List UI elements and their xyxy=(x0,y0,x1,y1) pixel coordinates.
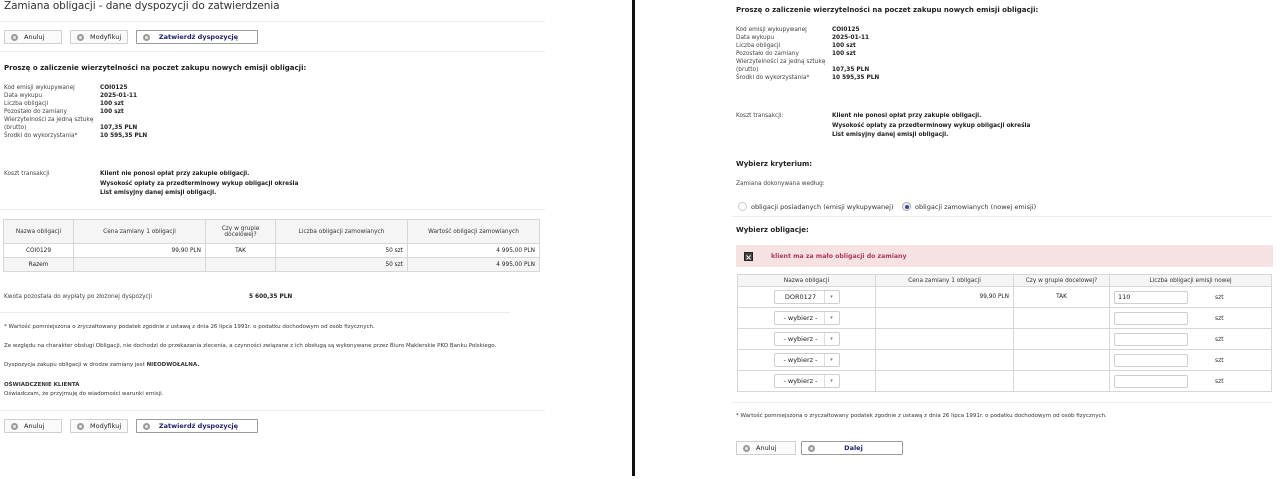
confirm-icon xyxy=(143,423,150,430)
bond-select[interactable]: - wybierz - ▾ xyxy=(774,332,840,346)
bottom-button-row xyxy=(736,441,903,455)
bond-select[interactable]: - wybierz - ▾ xyxy=(774,374,840,388)
next-icon xyxy=(808,445,815,452)
error-icon: × xyxy=(745,252,752,262)
service-note: Ze względu na charakter obsługi Obligacji, nie dochodzi do przekazania zlecenia, a czynności związane z ich obsługą są wykonywane przez Biuro Maklerskie PKO Banku Polskiego. xyxy=(4,343,497,349)
modify-button[interactable]: Modyfikuj xyxy=(70,419,128,433)
table-row: - wybierz - ▾ szt xyxy=(738,329,1272,350)
top-button-row xyxy=(4,30,258,44)
bond-select[interactable]: - wybierz - ▾ xyxy=(774,353,840,367)
confirm-icon xyxy=(143,34,150,41)
chevron-down-icon: ▾ xyxy=(824,312,839,324)
remaining-amount: Kwota pozostała do wypłaty po złożonej dyspozycji 5 600,35 PLN xyxy=(4,294,293,300)
details-list: Kod emisji wykupywanej COI0125 Data wykupu 2025-01-11 Liczba obligacji 100 szt Pozostało do zamiany 100 szt Wierzytelności za jedną sztukę (brutto) 107,35 PLN Środki do wykorzystania* 10 595,35 PLN xyxy=(4,85,148,139)
divider xyxy=(0,21,545,22)
divider xyxy=(0,209,545,210)
bond-select[interactable]: DOR0127 ▾ xyxy=(774,290,840,304)
page-title: Zamiana obligacji - dane dyspozycji do zatwierdzenia xyxy=(4,0,280,12)
statement-heading: OŚWIADCZENIE KLIENTA xyxy=(4,382,80,388)
quantity-input[interactable] xyxy=(1114,375,1188,388)
cancel-button[interactable]: Anuluj xyxy=(736,441,796,455)
table-row: DOR0127 ▾ 99,90 PLN TAK 110 szt xyxy=(738,287,1272,308)
transaction-cost: Koszt transakcji Klient nie ponosi opłat przy zakupie obligacji. Wysokość opłaty za przedterminowy wykup obligacji określa List emisyjny danej emisji obligacji. xyxy=(4,171,299,196)
chevron-down-icon: ▾ xyxy=(824,375,839,387)
cancel-button[interactable]: Anuluj xyxy=(4,30,62,44)
confirm-button[interactable]: Zatwierdź dyspozycję xyxy=(136,419,258,433)
quantity-input[interactable] xyxy=(1114,354,1188,367)
modify-icon xyxy=(77,423,84,430)
table-row: COI0129 99,90 PLN TAK 50 szt 4 995,00 PLN xyxy=(4,244,540,258)
chevron-down-icon: ▾ xyxy=(824,291,839,303)
panel-divider xyxy=(632,0,635,476)
radio-unchecked-icon[interactable] xyxy=(738,202,747,211)
divider xyxy=(732,402,1272,403)
table-row: - wybierz - ▾ szt xyxy=(738,308,1272,329)
next-button[interactable]: Dalej xyxy=(801,441,903,455)
chevron-down-icon: ▾ xyxy=(824,354,839,366)
exchange-form-panel xyxy=(732,0,1280,479)
quantity-input[interactable] xyxy=(1114,333,1188,346)
modify-icon xyxy=(77,34,84,41)
quantity-input[interactable] xyxy=(1114,312,1188,325)
cancel-icon xyxy=(743,445,750,452)
modify-button[interactable]: Modyfikuj xyxy=(70,30,128,44)
confirmation-panel xyxy=(0,0,560,479)
divider xyxy=(0,410,545,411)
divider xyxy=(0,51,545,52)
radio-ordered-bonds[interactable]: obligacji zamowianych (nowej emisji) xyxy=(902,202,1036,211)
request-heading: Proszę o zaliczenie wierzytelności na poczet zakupu nowych emisji obligacji: xyxy=(4,64,307,72)
error-alert: × klient ma za mało obligacji do zamiany xyxy=(736,245,1273,267)
bonds-table: Nazwa obligacji Cena zamiany 1 obligacji Czy w grupie docelowej? Liczba obligacji emisji nowej DOR0127 ▾ 99,90 PLN TAK 110 szt - wybierz - ▾ szt - wybierz - ▾ szt - wybierz - ▾ szt - wybierz - ▾ szt xyxy=(737,274,1272,392)
transaction-cost: Koszt transakcji: Klient nie ponosi opłat przy zakupie obligacji. Wysokość opłaty za przedterminowy wykup obligacji określa List emisyjny danej emisji obligacji. xyxy=(736,113,1031,138)
quantity-input[interactable]: 110 xyxy=(1114,291,1188,304)
details-list: Kod emisji wykupywanej COI0125 Data wykupu 2025-01-11 Liczba obligacji 100 szt Pozostało do zamiany 100 szt Wierzytelności za jedną sztukę (brutto) 107,35 PLN Środki do wykorzystania* 10 595,35 PLN xyxy=(736,27,880,81)
irrevocable-note: Dyspozycja zakupu obligacji w drodze zamiany jest NIEODWOŁALNA. xyxy=(4,362,200,368)
radio-owned-bonds[interactable]: obligacji posiadanych (emisji wykupywanej) xyxy=(738,202,894,211)
tax-footnote: * Wartość pomniejszona o zryczałtowany podatek zgodnie z ustawą z dnia 26 lipca 1991r. o podatku dochodowym od osób fizycznych. xyxy=(736,413,1107,419)
criterion-label: Zamiana dokonywana według: xyxy=(736,181,825,187)
request-heading: Proszę o zaliczenie wierzytelności na poczet zakupu nowych emisji obligacji: xyxy=(736,6,1039,14)
table-row: - wybierz - ▾ szt xyxy=(738,350,1272,371)
tax-footnote: * Wartość pomniejszona o zryczałtowany podatek zgodnie z ustawą z dnia 26 lipca 1991r. o podatku dochodowym od osób fizycznych. xyxy=(4,324,375,330)
statement-text: Oświadczam, że przyjmuję do wiadomości warunki emisji. xyxy=(4,391,164,397)
criterion-heading: Wybierz kryterium: xyxy=(736,160,813,168)
divider xyxy=(732,216,1272,217)
chevron-down-icon: ▾ xyxy=(824,333,839,345)
orders-table: Nazwa obligacji Cena zamiany 1 obligacji Czy w grupie docelowej? Liczba obligacji zamowianych Wartość obligacji zamowianych COI0129 99,90 PLN TAK 50 szt 4 995,00 PLN Razem 50 szt 4 995,00 PLN xyxy=(3,219,540,272)
bond-select[interactable]: - wybierz - ▾ xyxy=(774,311,840,325)
select-bonds-heading: Wybierz obligacje: xyxy=(736,226,809,234)
cancel-icon xyxy=(11,34,18,41)
table-row: - wybierz - ▾ szt xyxy=(738,371,1272,392)
radio-checked-icon[interactable] xyxy=(902,202,911,211)
cancel-icon xyxy=(11,423,18,430)
table-total-row: Razem 50 szt 4 995,00 PLN xyxy=(4,258,540,272)
bottom-button-row xyxy=(4,419,258,433)
cancel-button[interactable]: Anuluj xyxy=(4,419,62,433)
confirm-button[interactable]: Zatwierdź dyspozycję xyxy=(136,30,258,44)
divider xyxy=(0,312,510,313)
